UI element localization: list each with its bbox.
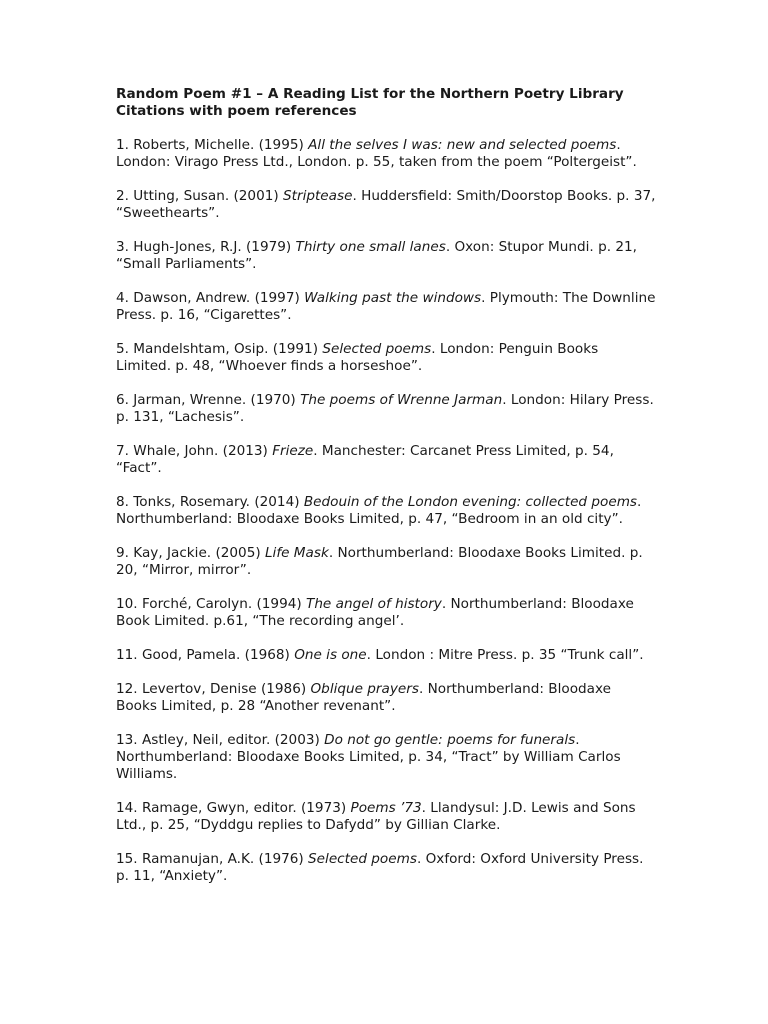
- citation-title: One is one: [294, 647, 367, 663]
- citation-text: . Llandysul: J.D. Lewis and Sons Ltd., p. 25, “Dyddgu replies to Dafydd” by Gillian Clarke.: [116, 800, 636, 833]
- citation-entry: [116, 647, 656, 664]
- citation-title: Selected poems: [308, 851, 417, 867]
- citation-text: 9. Kay, Jackie. (2005): [116, 545, 265, 561]
- citation-entry: [116, 596, 656, 630]
- citation-text: . London : Mitre Press. p. 35 “Trunk call”.: [366, 647, 644, 663]
- citation-text: 6. Jarman, Wrenne. (1970): [116, 392, 301, 408]
- citation-entry: [116, 341, 656, 375]
- document-page: [116, 86, 656, 902]
- citation-text: 8. Tonks, Rosemary. (2014): [116, 494, 304, 510]
- citation-text: 14. Ramage, Gwyn, editor. (1973): [116, 800, 351, 816]
- citation-text: . Oxford: Oxford University Press. p. 11, “Anxiety”.: [116, 851, 644, 884]
- citation-title: Striptease: [283, 188, 353, 204]
- citation-text: 2. Utting, Susan. (2001): [116, 188, 284, 204]
- citation-entry: [116, 137, 656, 171]
- citation-text: . Oxon: Stupor Mundi. p. 21, “Small Parliaments”.: [116, 239, 637, 272]
- citation-text: 4. Dawson, Andrew. (1997): [116, 290, 305, 306]
- citation-entry: [116, 443, 656, 477]
- citation-title: Oblique prayers: [310, 681, 419, 697]
- citation-entry: [116, 545, 656, 579]
- citation-text: . Northumberland: Bloodaxe Books Limited, p. 28 “Another revenant”.: [116, 681, 611, 714]
- citation-title: Life Mask: [264, 545, 329, 561]
- citation-text: . Northumberland: Bloodaxe Books Limited, p. 34, “Tract” by William Carlos Williams.: [116, 732, 621, 782]
- citation-title: Walking past the windows: [304, 290, 482, 306]
- heading-line-1: Random Poem #1 – A Reading List for the Northern Poetry Library: [116, 86, 624, 102]
- citation-title: Bedouin of the London evening: collected poems: [303, 494, 638, 510]
- citation-entry: [116, 851, 656, 885]
- citation-entry: [116, 800, 656, 834]
- citation-text: . Plymouth: The Downline Press. p. 16, “Cigarettes”.: [116, 290, 656, 323]
- citation-text: . Northumberland: Bloodaxe Books Limited. p. 20, “Mirror, mirror”.: [116, 545, 643, 578]
- citation-text: 12. Levertov, Denise (1986): [116, 681, 311, 697]
- citation-text: . Northumberland: Bloodaxe Book Limited. p.61, “The recording angel’.: [116, 596, 634, 629]
- citation-title: Poems ’73: [350, 800, 422, 816]
- citation-text: . London: Penguin Books Limited. p. 48, “Whoever finds a horseshoe”.: [116, 341, 599, 374]
- citation-title: Selected poems: [322, 341, 432, 357]
- citation-title: The poems of Wrenne Jarman: [300, 392, 503, 408]
- citation-text: 11. Good, Pamela. (1968): [116, 647, 295, 663]
- citation-entry: [116, 494, 656, 528]
- citation-text: . Northumberland: Bloodaxe Books Limited, p. 47, “Bedroom in an old city”.: [116, 494, 642, 527]
- citation-title: The angel of history: [306, 596, 442, 612]
- citation-text: . London: Virago Press Ltd., London. p. 55, taken from the poem “Poltergeist”.: [116, 137, 637, 170]
- citation-title: Do not go gentle: poems for funerals: [324, 732, 576, 748]
- citation-entry: [116, 732, 656, 783]
- citation-text: 10. Forché, Carolyn. (1994): [116, 596, 307, 612]
- citation-text: . London: Hilary Press. p. 131, “Lachesis”.: [116, 392, 654, 425]
- citation-text: . Manchester: Carcanet Press Limited, p. 54, “Fact”.: [116, 443, 614, 476]
- citation-text: 13. Astley, Neil, editor. (2003): [116, 732, 325, 748]
- citation-list: [116, 137, 656, 885]
- citation-entry: [116, 681, 656, 715]
- citation-title: All the selves I was: new and selected poems: [308, 137, 617, 153]
- citation-text: 15. Ramanujan, A.K. (1976): [116, 851, 309, 867]
- citation-text: 3. Hugh-Jones, R.J. (1979): [116, 239, 296, 255]
- citation-text: . Huddersfield: Smith/Doorstop Books. p. 37, “Sweethearts”.: [116, 188, 656, 221]
- citation-entry: [116, 239, 656, 273]
- document-heading: [116, 86, 656, 120]
- citation-title: Thirty one small lanes: [295, 239, 446, 255]
- citation-text: 5. Mandelshtam, Osip. (1991): [116, 341, 323, 357]
- citation-title: Frieze: [272, 443, 314, 459]
- citation-entry: [116, 392, 656, 426]
- heading-line-2: Citations with poem references: [116, 103, 357, 119]
- citation-entry: [116, 290, 656, 324]
- citation-text: 1. Roberts, Michelle. (1995): [116, 137, 309, 153]
- citation-entry: [116, 188, 656, 222]
- citation-text: 7. Whale, John. (2013): [116, 443, 273, 459]
